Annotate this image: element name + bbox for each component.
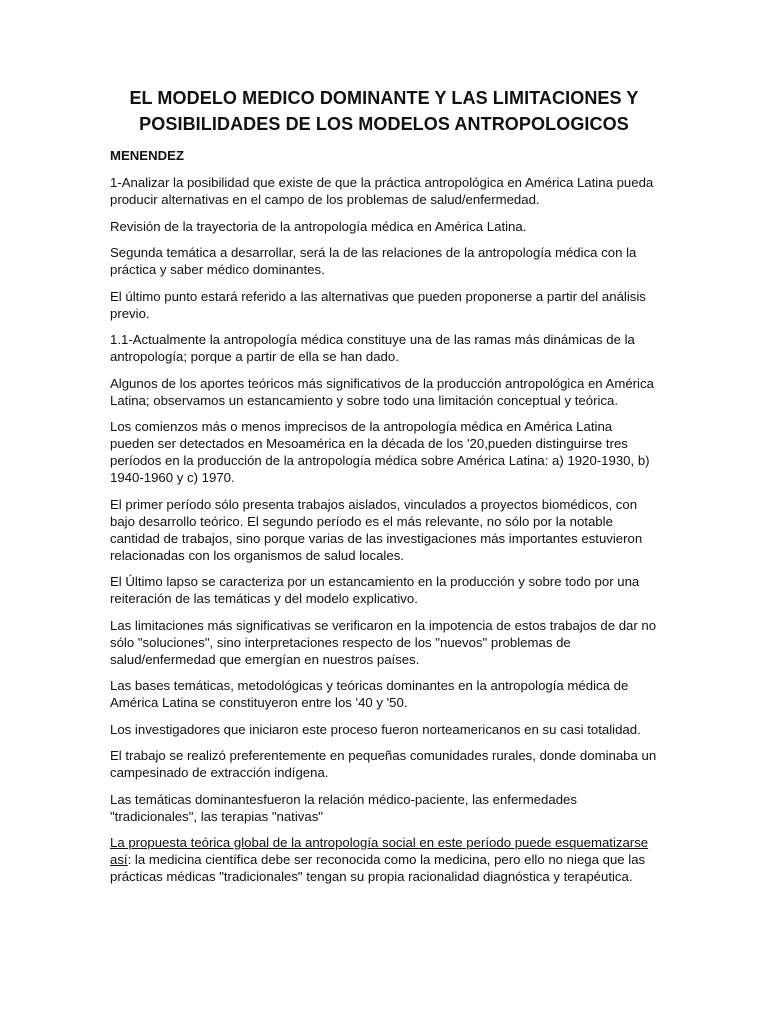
underlined-statement: La propuesta teórica global de la antropología social en este período puede esquematizarse así (110, 835, 649, 867)
paragraph: Los investigadores que iniciaron este proceso fueron norteamericanos en su casi totalidad. (110, 721, 641, 737)
author-name: MENENDEZ (110, 148, 184, 163)
paragraph: El primer período sólo presenta trabajos aislados, vinculados a proyectos biomédicos, con bajo desarrollo teórico. El segundo período es el más relevante, no sólo por la notable cantidad de trabajos, sino porque varias de las investigaciones más importantes estuvieron relacionadas con los organismos de salud locales. (110, 496, 643, 563)
title-line-2: POSIBILIDADES DE LOS MODELOS ANTROPOLOGICOS (139, 113, 629, 134)
paragraph: Algunos de los aportes teóricos más significativos de la producción antropológica en América Latina; observamos un estancamiento y sobre todo una limitación conceptual y teórica. (110, 375, 654, 408)
title-line-1: EL MODELO MEDICO DOMINANTE Y LAS LIMITACIONES Y (129, 88, 639, 108)
paragraph: Las temáticas dominantesfueron la relación médico-paciente, las enfermedades "tradicionales", las terapias "nativas" (110, 791, 577, 824)
final-paragraph-text: : la medicina científica debe ser reconocida como la medicina, pero ello no niega que las prácticas médicas "tradicionales" tengan su propia racionalidad diagnóstica y terapéutica. (110, 852, 646, 884)
document-page (110, 86, 658, 895)
paragraph: El Último lapso se caracteriza por un estancamiento en la producción y sobre todo por una reiteración de las temáticas y del modelo explicativo. (110, 574, 640, 606)
paragraph: 1.1-Actualmente la antropología médica constituye una de las ramas más dinámicas de la antropología; porque a partir de ella se han dado. (110, 332, 635, 364)
paragraph: Segunda temática a desarrollar, será la de las relaciones de la antropología médica con la práctica y saber médico dominantes. (110, 245, 637, 277)
paragraph: El trabajo se realizó preferentemente en pequeñas comunidades rurales, donde dominaba un campesinado de extracción indígena. (110, 748, 657, 780)
paragraph: Revisión de la trayectoria de la antropología médica en América Latina. (110, 218, 527, 234)
paragraph: 1-Analizar la posibilidad que existe de que la práctica antropológica en América Latina pueda producir alternativas en el campo de los problemas de salud/enfermedad. (110, 175, 654, 207)
document-title (110, 86, 658, 137)
final-paragraph (110, 834, 658, 885)
paragraph: Las limitaciones más significativas se verificaron en la impotencia de estos trabajos de dar no sólo "soluciones", sino interpretaciones respecto de los "nuevos" problemas de salud/enfermedad que emergían en nuestros países. (110, 617, 657, 667)
paragraph: Los comienzos más o menos imprecisos de la antropología médica en América Latina pueden ser detectados en Mesoamérica en la década de los '20,pueden distinguirse tres períodos en la producción de la antropología médica sobre América Latina: a) 1920-1930, b) 1940-1960 y c) 1970. (110, 419, 650, 485)
paragraph: Las bases temáticas, metodológicas y teóricas dominantes en la antropología médica de América Latina se constituyeron entre los '40 y '50. (110, 678, 629, 710)
paragraph: El último punto estará referido a las alternativas que pueden proponerse a partir del análisis previo. (110, 288, 646, 321)
